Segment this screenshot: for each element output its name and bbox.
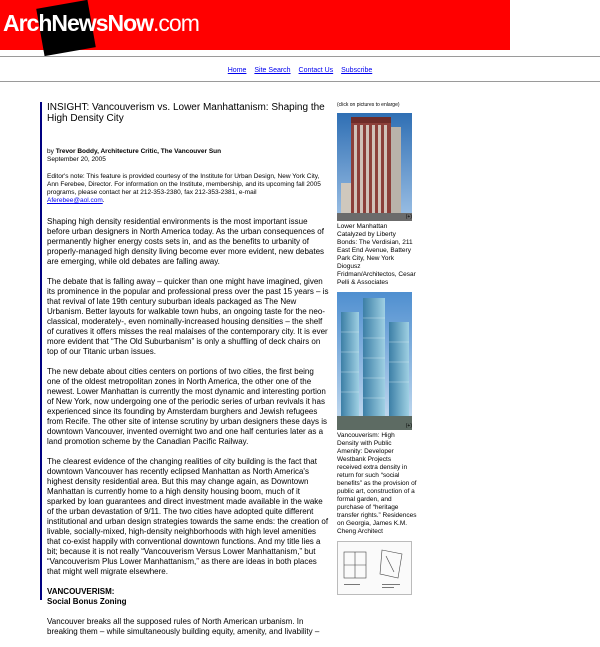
site-logo[interactable]: ArchNewsNow.com [3,10,199,36]
photo-caption: Vancouverism: High Density with Public Amenity: Developer Westbank Projects received extra density in return for such “social benefits” as the provision of public art, construction of a formal garden, and purchase of “heritage transfer rights.” Residences on Georgia, James K.M. Cheng Architect [337,432,417,535]
enlarge-plus-icon[interactable]: (+) [405,214,412,220]
photo-sidebar [337,102,417,595]
paragraph: The clearest evidence of the changing realities of city building is the fact that downtown Vancouver has recently eclipsed Manhattan as North America's highest density residential area. But this may change again, as Downtown Manhattan is currently home to a high density housing boom, much of it sparked by loan guarantees and direct investment made available in the wake of the urban devastation of 9/11. The two cities have adopted quite different institutional and urban design strategies towards the same ends: the creation of livable, socially-mixed, high-density neighborhoods with high level amenities that co-exist happily with conventional downtown functions. And my title lies a bit; because it is not really “Vancouverism Versus Lower Manhattanism,” but “Vancouverism Plus Lower Manhattanism,” as there are ideas in both places that might well migrate elsewhere. [47,457,329,576]
plan-drawing-image [338,542,411,594]
photo-plan-drawing[interactable] [337,541,412,595]
enlarge-plus-icon[interactable]: (+) [405,423,412,429]
photo-caption: Lower Manhattan Catalyzed by Liberty Bonds: The Verdisian, 211 East End Avenue, Battery Park City, New York Diogusz Fridman/Architectos, Cesar Pelli & Associates [337,223,416,286]
article-left-bar [40,102,42,600]
click-to-enlarge-note: (click on pictures to enlarge) [337,102,400,108]
paragraph: Vancouver breaks all the supposed rules of North American urbanism. In breaking them – while simultaneously building equity, amenity, and livability – [47,617,320,636]
nav-subscribe-link[interactable]: Subscribe [341,67,373,74]
paragraph: Shaping high density residential environments is the most important issue before urban designers in North America today. As the urban consequences of permanently higher energy costs sets in, and as the benefits to urbanity of properly-managed high density living become ever more evident, new debates are emerging, while old debates are falling away. [47,217,325,266]
nav-divider [0,81,600,82]
paragraph: The new debate about cities centers on portions of two cities, the first being one of the oldest metropolitan zones in North America, the other one of the newest. Lower Manhattan is currently the most dynamic and interesting portion of New York, now undergoing one of the periodic series of urban revivals it has experienced since its founding by Amsterdam burghers and Jewish refugees from Recife. The other site of intense scrutiny by urban designers these days is downtown Vancouver, invented overnight two and one half centuries later as a land promotion scheme by the Canadian Pacific Railway. [47,367,327,446]
editor-email-link[interactable]: Aferebee@aol.com [47,197,103,204]
site-header [0,0,510,50]
nav-contact-us-link[interactable]: Contact Us [298,67,334,74]
author: Trevor Boddy, Architecture Critic, The Vancouver Sun [55,148,222,155]
article-title: INSIGHT: Vancouverism vs. Lower Manhattanism: Shaping the High Density City [47,102,325,124]
towers-photo-image [337,292,412,430]
nav-home-link[interactable]: Home [227,67,247,74]
top-divider [0,56,600,57]
tower-photo-image [337,113,412,221]
article-body [47,102,329,647]
editor-note: Editor's note: This feature is provided courtesy of the Institute for Urban Design, New York City, Ann Ferebee, Director. For information on the Institute, membership, and its upcoming fall 2005 programs, please contact her at 212-353-2380, fax 212-353-2381, e-mail Aferebee@aol.com. [47,173,321,204]
byline: by Trevor Boddy, Architecture Critic, The Vancouver Sun September 20, 2005 [47,148,222,163]
top-nav [0,67,600,74]
photo-georgia-residences[interactable] [337,292,412,430]
paragraph: The debate that is falling away – quicker than one might have imagined, given its prominence in the popular and professional press over the past 15 years – is that revival of late 19th century suburban ideals packaged as The New Urbanism. Better layouts for walkable town hubs, an ongoing taste for the neo-classical, moderately-, even nominally-increased housing densities – the shelf of curatives it offers misses the real malaises of the contemporary city. It is ever more evident that “The Old Suburbanism” is only a shuffling of deck chairs on top of our Titanic urban issues. [47,277,329,356]
section-heading: VANCOUVERISM: Social Bonus Zoning [47,587,127,606]
article-date: September 20, 2005 [47,156,106,163]
nav-site-search-link[interactable]: Site Search [254,67,291,74]
photo-liberty-bonds-tower[interactable] [337,113,412,221]
